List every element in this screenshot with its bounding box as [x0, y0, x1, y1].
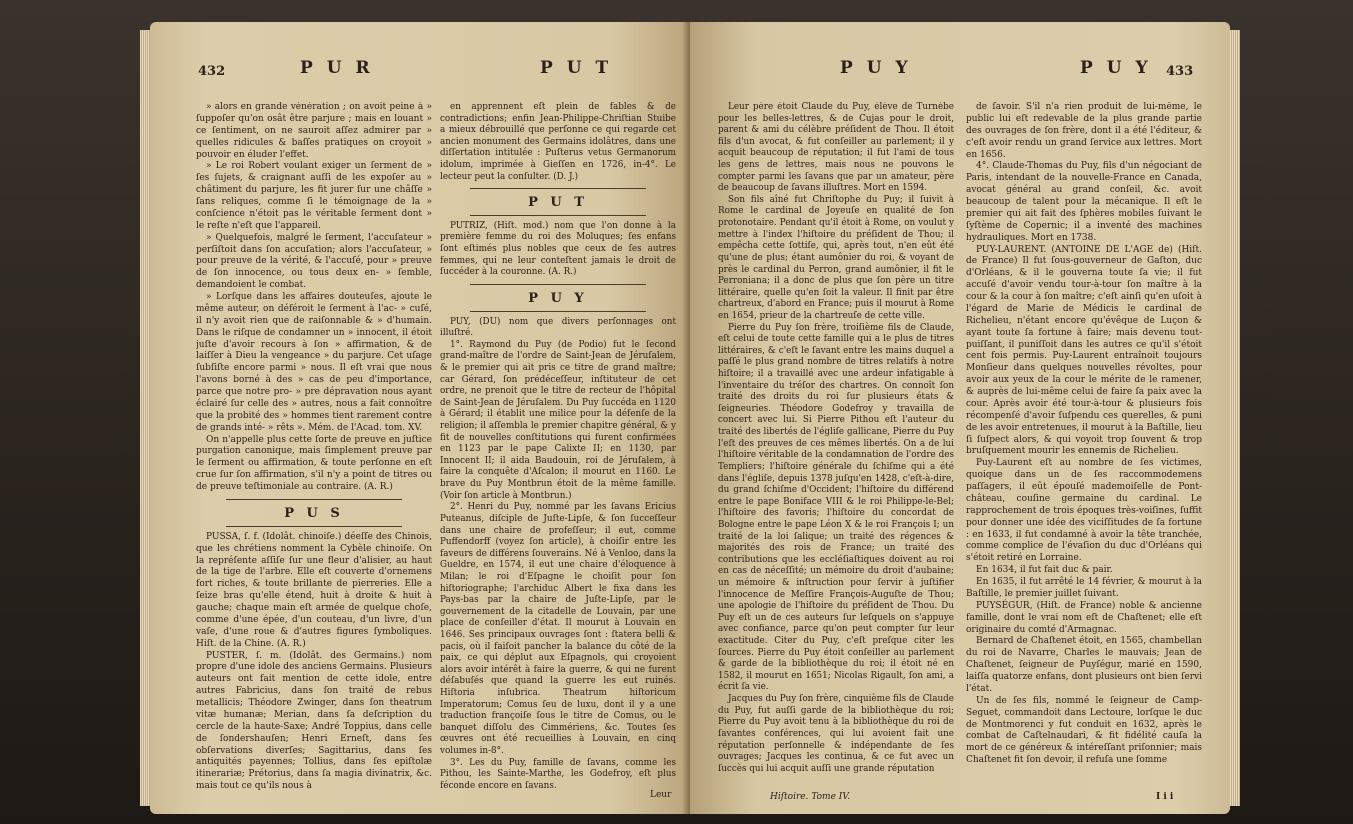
paragraph: Jacques du Puy ſon frère, cinquième fils de Claude du Puy, fut auſſi garde de la bibliothèque du roi; Pierre du Puy avoit tenu à la bibliothèque du roi de ſavantes conférences, qui lui avoient fait une réputation perſonnelle & indépendante de ſes ouvrages; Jacques les continua, & ce fut avec un ſuccès qui lui acquit auſſi une grande réputation — [718, 694, 954, 774]
paragraph: Leur père étoit Claude du Puy, élève de Turnèbe pour les belles-lettres, & de Cujas pour le droit, parent & ami du célèbre préſident de Thou. Il étoit fils d'un avocat, & fut conſeiller au parlement; il y acquit beaucoup de réputation; il fut l'ami de tous les gens de lettres, mais nous ne pouvons le compter parmi les ſavans que par un amateur, père de beaucoup de ſavans illuſtres. Mort en 1594. — [718, 102, 954, 194]
divider — [470, 188, 646, 189]
divider — [470, 311, 646, 312]
running-head: P U R — [300, 58, 374, 78]
divider — [470, 284, 646, 285]
paragraph: On n'appelle plus cette ſorte de preuve en juſtice purgation canonique, mais ſimplement preuve par le ſerment ou affirmation, & toute perſonne en eſt crue ſur ſon affirmation, s'il n'y a point de titres ou de preuve teſtimoniale au contraire. (A. R.) — [196, 434, 432, 492]
paragraph: en apprennent eſt plein de fables & de contradictions; enfin Jean-Philippe-Chriſtian Stuibe a mieux débrouillé que perſonne ce qui regarde cet ancien monument des Germains idolâtres, dans une diſſertation intitulée : Puſterus vetus Germanorum idolum, imprimée à Gieſſen en 1726, in-4°. Le lecteur peut la conſulter. (D. J.) — [440, 102, 676, 182]
divider — [226, 499, 402, 500]
paragraph: » Le roi Robert voulant exiger un ſerment de » ſes ſujets, & craignant auſſi de les expoſer au » châtiment du parjure, les fit jurer ſur une châſſe » ſans reliques, comme ſi le témoignage de la » conſcience n'étoit pas le véritable ſerment dont » le reſte n'eſt que l'appareil. — [196, 161, 432, 231]
paragraph: 4°. Claude-Thomas du Puy, fils d'un négociant de Paris, intendant de la nouvelle-France en Canada, avocat général au grand conſeil, &c. avoit beaucoup de talent pour la mécanique. Il eſt le premier qui ait fait des ſphères mobiles ſuivant le ſyſtème de Copernic; il a inventé des machines hydrauliques. Mort en 1738. — [966, 161, 1202, 243]
paragraph: PUY-LAURENT. (ANTOINE DE L'AGE de) (Hiſt. de France) Il fut ſous-gouverneur de Gaſton, duc d'Orléans, & il le gouverna toute ſa vie; il fut accuſé d'avoir vendu tour-à-tour ſon maître à la cour & la cour à ſon maître; c'eſt ainſi qu'en uſoit à l'égard de Marie de Médicis le cardinal de Richelieu, n'étant encore qu'évêque de Luçon & ayant toute ſa fortune à faire; mais devenu tout-puiſſant, il puniſſoit dans les autres ce qu'il s'étoit cent fois permis. Puy-Laurent entraînoit toujours Monſieur dans quelques nouvelles révoltes, pour avoir aux yeux de la cour le mérite de le ramener, & auprès de lui-même celui de faire ſa paix avec la cour. Après avoir été tour-à-tour & plusieurs fois récompenſé d'avoir ſuſpendu ces querelles, & puni de les avoir entretenues, il mourut à la Baſtille, lieu ſi ſuſpect alors, & qui voyoit trop ſouvent & trop bruſquement mourir les ennemis de Richelieu. — [966, 244, 1202, 457]
paragraph: PUYSÉGUR, (Hiſt. de France) noble & ancienne famille, dont le vrai nom eſt de Chaſtenet; elle eſt originaire du comté d'Armagnac. — [966, 600, 1202, 635]
signature-mark: I i i — [1156, 792, 1174, 802]
paragraph: Un de ſes fils, nommé le ſeigneur de Camp-Seguet, commandoit dans Lectoure, lorſque le duc de Montmorenci y fut conduit en 1632, après le combat de Caſtelnaudari, & fit fidélité cauſa la mort de ce généreux & intéreſſant priſonnier; mais Chaſtenet fit ſon devoir, il refuſa une ſomme — [966, 695, 1202, 766]
text-column — [440, 102, 676, 792]
paragraph: de ſavoir. S'il n'a rien produit de lui-même, le public lui eſt redevable de la plus grande partie des ouvrages de ſon frère, dont il a été l'éditeur, & c'eſt avoir rendu un grand ſervice aux lettres. Mort en 1656. — [966, 102, 1202, 160]
running-head: P U Y — [840, 58, 912, 78]
paragraph: Bernard de Chaſtenet étoit, en 1565, chambellan du roi de Navarre, Charles le mauvais; Jean de Chaſtenet, ſeigneur de Puyſégur, marié en 1590, laiſſa quatorze enfans, dont plusieurs ont bien ſervi l'état. — [966, 636, 1202, 694]
paragraph: » alors en grande vénération ; on avoit peine à » ſuppoſer qu'on osât être parjure ; mais en louant » ce ſentiment, on ne sauroit aſſez admirer par » quelles ridicules & baſſes pratiques on croyoit » pouvoir en éluder l'effet. — [196, 102, 432, 160]
section-heading: P U T — [528, 195, 588, 211]
catchword: Leur — [650, 790, 672, 800]
text-column — [966, 102, 1202, 792]
page-footer: Hiſtoire. Tome IV. — [770, 792, 851, 802]
running-head: P U Y — [1080, 58, 1152, 78]
paragraph: 2°. Henri du Puy, nommé par les ſavans Ericius Puteanus, diſciple de Juſte-Lipſe, & ſon ſucceſſeur dans une chaire de profeſſeur; il eut, comme Puffendorff (voyez ſon article), à choiſir entre les faveurs de différens ſouverains. Né à Venloo, dans la Gueldre, en 1574, il eut une chaire d'éloquence à Milan; le roi d'Eſpagne le choiſit pour ſon hiſtoriographe; l'archiduc Albert le fixa dans les Pays-bas par la chaire de Juſte-Lipſe, par le gouvernement de la citadelle de Louvain, par une place de conſeiller d'état. Il mourut à Louvain en 1646. Ses principaux ouvrages ſont : ſtatera belli & pacis, où il faiſoit pancher la balance du côté de la paix, ce qui déplut aux Eſpagnols, qui croyoient alors avoir intérêt à faire la guerre, & qui ne furent déſabuſés que quand la guerre les eut ruinés. Hiſtoria inſubrica. Theatrum hiſtoricum Imperatorum; Comus ſeu de luxu, dont il y a une traduction françoiſe ſous le titre de Comus, ou le banquet diſſolu des Cimmériens, &c. Toutes ſes œuvres ont été recueillies à Louvain, en cinq volumes in-8°. — [440, 502, 676, 757]
paragraph: PUSSA, ſ. f. (Idolât. chinoiſe.) déeſſe des Chinois, que les chrétiens nomment la Cybèle chinoiſe. On la repréſente aſſiſe ſur une fleur d'alisier, au haut de la tige de l'arbre. Elle eſt couverte d'ornemens fort riches, & toute brillante de pierreries. Elle a ſeize bras qu'elle étend, huit à droite & huit à gauche; chaque main eſt armée de quelque choſe, comme d'une épée, d'un couteau, d'un livre, d'un vaſe, d'une roue & d'autres figures ſymboliques. Hiſt. de la Chine. (A. R.) — [196, 531, 432, 649]
text-column — [196, 102, 432, 802]
paragraph: » Lorſque dans les affaires douteuſes, ajoute le même auteur, on déféroit le ſerment à l'ac- » cuſé, il n'y avoit rien que de raiſonnable & » d'humain. Dans le riſque de condamner un » innocent, il étoit juſte d'avoir recours à ſon » affirmation, & de laiſſer à Dieu la vengeance » du parjure. Cet uſage ſubſiſte encore parmi » nous. Il eſt vrai que nous l'avons borné à des » cas de peu d'importance, parce que notre pro- » pre dépravation nous ayant éclairé ſur celle des » autres, nous a fait connoître que la probité des » hommes tient rarement contre de grands inté- » rêts ». Mém. de l'Acad. tom. XV. — [196, 292, 432, 433]
running-head: P U T — [540, 58, 613, 78]
page-number: 433 — [1166, 64, 1194, 79]
section-heading: P U S — [284, 505, 344, 521]
paragraph: 1°. Raymond du Puy (de Podio) fut le ſecond grand-maître de l'ordre de Saint-Jean de Jéruſalem, & le premier qui ait pris ce titre de grand maître; car Gérard, ſon prédéceſſeur, inſtituteur de cet ordre, ne prenoit que le titre de recteur de l'hôpital de Saint-Jean de Jéruſalem. Du Puy ſuccéda en 1120 à Gérard; il établit une milice pour la défenſe de la religion; il aſſembla le premier chapitre général, & y fit de nouvelles conſtitutions qui furent confirmées en 1123 par le pape Calixte II; en 1130, par Innocent II; il aida Baudouin, roi de Jéruſalem, à faire la conquête d'Aſcalon; il mourut en 1160. Le brave du Puy Montbrun étoit de la même famille. (Voir ſon article à Montbrun.) — [440, 339, 676, 501]
paragraph: Pierre du Puy ſon frère, troiſième fils de Claude, eſt celui de toute cette famille qui a le plus de titres littéraires, & c'eſt le ſavant entre les mains duquel a paſſé le plus grand nombre de titres relatifs à notre hiſtoire; il a travaillé avec une ardeur infatigable à l'inventaire du tréſor des chartres. On connoît ſon traité des droits du roi ſur plusieurs états & ſeigneuries. Théodore Godefroy y travailla de concert avec lui. Si Pierre Pithou eſt l'auteur du traité des libertés de l'égliſe gallicane, Pierre du Puy l'eſt des preuves de ces mêmes libertés. On a de lui l'hiſtoire véritable de la condamnation de l'ordre des Templiers; l'hiſtoire générale du ſchiſme qui a été dans l'égliſe, depuis 1378 juſqu'en 1428, c'eſt-à-dire, du grand ſchiſme d'Occident; l'hiſtoire du différend entre le pape Boniface VIII & le roi Philippe-le-Bel; l'hiſtoire des favoris; l'hiſtoire du concordat de Bologne entre le pape Léon X & le roi François I; un traité de la loi ſalique; un traité des régences & majorités des rois de France; un traité des contributions que les eccléſiaſtiques doivent au roi en cas de néceſſité; un mémoire du droit d'aubaine; un mémoire & inſtruction pour ſervir à juſtifier l'innocence de Meſſire François-Auguſte de Thou; une apologie de l'hiſtoire du préſident de Thou. Du Puy eſt un de ces auteurs ſur leſquels on s'appuye avec confiance, parce qu'on peut compter ſur leur exactitude. Citer du Puy, c'eſt preſque citer les ſources. Pierre du Puy étoit conſeiller au parlement & garde de la bibliothèque du roi; il étoit né en 1582, il mourut en 1651; Nicolas Rigault, ſon ami, a écrit ſa vie. — [718, 322, 954, 693]
paragraph: PUSTER, ſ. m. (Idolât. des Germains.) nom propre d'une idole des anciens Germains. Plusieurs auteurs ont fait mention de cette idole, entre autres Fabricius, dans ſon traité de rebus metallicis; Théodore Zwinger, dans ſon theatrum vitæ humanæ; Merian, dans ſa deſcription du cercle de la haute-Saxe; André Toppius, dans celle de ſondershauſen; Henri Erneſt, dans ſes obſervations diverſes; Sagittarius, dans ſes antiquités payennes; Tollius, dans ſes epiſtolæ itinerariæ; Prétorius, dans ſa magia divinatrix, &c. mais tout ce qu'ils nous à — [196, 650, 432, 792]
divider — [226, 526, 402, 527]
text-column — [718, 102, 954, 792]
right-page — [690, 22, 1230, 814]
paragraph: Puy-Laurent eſt au nombre de ſes victimes, quoique dans un de ſes raccommodemens paſſagers, il eût épouſé mademoiſelle de Pont-château, couſine germaine du cardinal. Le rapprochement de trois époques très-voiſines, ſuffit pour donner une idée des viciſſitudes de ſa fortune : en 1633, il fut condamné à avoir la tête tranchée, comme complice de l'évaſion du duc d'Orléans qui s'étoit retiré en Lorraine. — [966, 458, 1202, 564]
paragraph: » Quelquefois, malgré le ſerment, l'accuſateur » perſiſtoit dans ſon accuſation; alors l'accuſateur, » pour preuve de la vérité, & l'accuſé, pour » preuve de ſon innocence, ou tous deux en- » ſemble, demandoient le combat. — [196, 232, 432, 291]
paragraph: 3°. Les du Puy, famille de ſavans, comme les Pithou, les Sainte-Marthe, les Godefroy, eſt plus féconde encore en ſavans. — [440, 757, 676, 791]
divider — [470, 215, 646, 216]
paragraph: Son fils aîné fut Chriſtophe du Puy; il ſuivit à Rome le cardinal de Joyeuſe en qualité de ſon protonotaire. Pendant qu'il étoit à Rome, on voulut y mettre à l'index l'hiſtoire du préſident de Thou; il empêcha cette ſottiſe, qui, après tout, n'en eût été qu'une de plus; étant aumônier du roi, & voyant de près le cardinal du Perron, grand aumônier, il fit le Perroniana; il a donc de plus que ſon père un titre littéraire, quelle qu'en ſoit la valeur. Il finit par être chartreux, d'abord en France; puis il mourut à Rome en 1654, prieur de la chartreuſe de cette ville. — [718, 194, 954, 321]
page-edges-left — [140, 30, 150, 806]
page-number: 432 — [198, 64, 226, 79]
paragraph: En 1635, il fut arrêté le 14 février, & mourut à la Baſtille, le premier juillet ſuivant. — [966, 577, 1202, 599]
page-edges-right — [1230, 30, 1240, 806]
section-heading: P U Y — [528, 290, 588, 306]
paragraph: PUTRIZ, (Hiſt. mod.) nom que l'on donne à la première femme du roi des Moluques; ſes enfans ſont eſtimés plus nobles que ceux de ſes autres femmes, qui ne leur conteſtent jamais le droit de ſuccéder à la couronne. (A. R.) — [440, 220, 676, 278]
paragraph: En 1634, il fut fait duc & pair. — [976, 565, 1113, 576]
paragraph: PUY, (DU) nom que divers perſonnages ont illuſtré. — [440, 316, 676, 339]
left-page — [150, 22, 690, 814]
